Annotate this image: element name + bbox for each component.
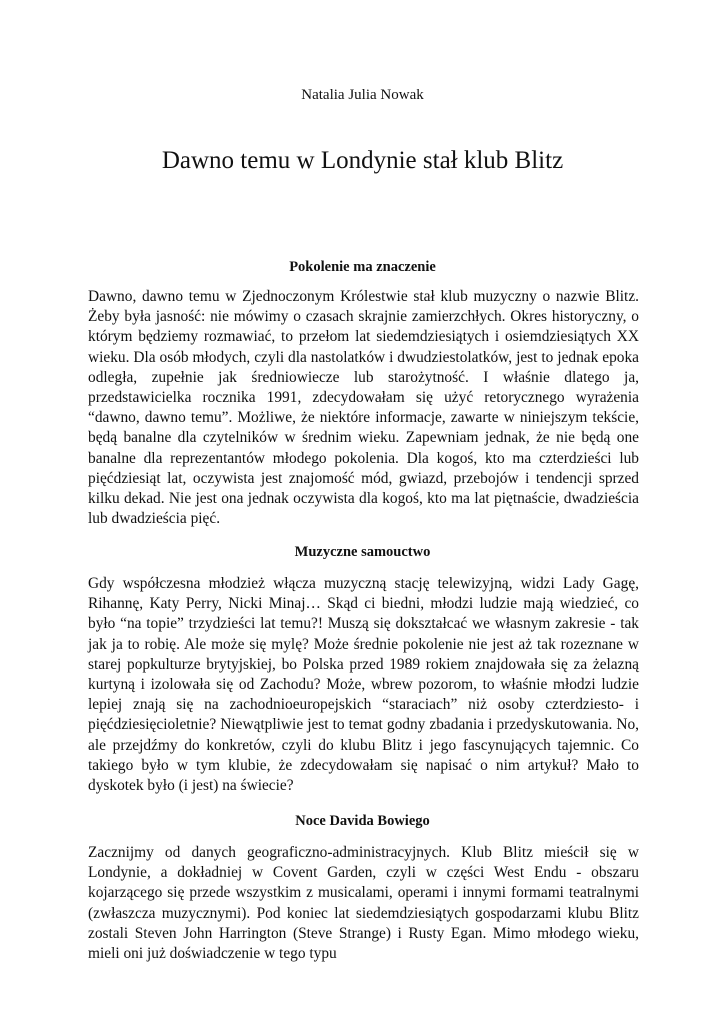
section-paragraph-noce: Zacznijmy od danych geograficzno-administracyjnych. Klub Blitz mieścił się w Londynie, a dokładniej w Covent Garden, czyli w części West Endu - obszaru kojarzącego się przede wszystkim z musicalami, operami i innymi formami teatralnymi (zwłaszcza muzycznymi). Pod koniec lat siedemdziesiątych gospodarzami klubu Blitz zostali Steven John Harrington (Steve Strange) i Rusty Egan. Mimo młodego wieku, mieli oni już doświadczenie w tego typu bbox=[88, 844, 639, 963]
author-name: Natalia Julia Nowak bbox=[301, 87, 424, 103]
document-title: Dawno temu w Londynie stał klub Blitz bbox=[161, 147, 564, 174]
section-heading-pokolenie: Pokolenie ma znaczenie bbox=[289, 259, 436, 275]
section-paragraph-samouctwo: Gdy współczesna młodzież włącza muzyczną stację telewizyjną, widzi Lady Gagę, Rihannę, Katy Perry, Nicki Minaj… Skąd ci biedni, młodzi ludzie mają wiedzieć, co było “na topie” trzydzieści lat temu?! Muszą się dokształcać we własnym zakresie - tak jak ja to robię. Ale może się mylę? Może średnie pokolenie nie jest aż tak rozeznane w starej popkulturze brytyjskiej, bo Polska przed 1989 rokiem znajdowała się za żelazną kurtyną i izolowała się od Zachodu? Może, wbrew pozorom, to właśnie młodzi ludzie lepiej znają się na zachodnioeuropejskich “staraciach” niż osoby czterdziesto- i pięćdziesięcioletnie? Niewątpliwie jest to temat godny zbadania i przedyskutowania. No, ale przejdźmy do konkretów, czyli do klubu Blitz i jego fascynujących tajemnic. Co takiego było w tym klubie, że zdecydowałam się napisać o nim artykuł? Mało to dyskotek było (i jest) na świecie? bbox=[88, 575, 639, 795]
section-heading-samouctwo: Muzyczne samouctwo bbox=[294, 544, 431, 560]
section-heading-noce: Noce Davida Bowiego bbox=[295, 813, 430, 829]
section-paragraph-pokolenie: Dawno, dawno temu w Zjednoczonym Królestwie stał klub muzyczny o nazwie Blitz. Żeby była jasność: nie mówimy o czasach skrajnie zamierzchłych. Okres historyczny, o którym będziemy rozmawiać, to przełom lat siedemdziesiątych i osiemdziesiątych XX wieku. Dla osób młodych, czyli dla nastolatków i dwudziestolatków, jest to jednak epoka odległa, zupełnie jak średniowiecze lub starożytność. I właśnie dlatego ja, przedstawicielka rocznika 1991, zdecydowałam się użyć retorycznego wyrażenia “dawno, dawno temu”. Możliwe, że niektóre informacje, zawarte w niniejszym tekście, będą banalne dla czytelników w średnim wieku. Zapewniam jednak, że nie będą one banalne dla reprezentantów młodego pokolenia. Dla kogoś, kto ma czterdzieści lub pięćdziesiąt lat, oczywista jest znajomość mód, gwiazd, przebojów i tendencji sprzed kilku dekad. Nie jest ona jednak oczywista dla kogoś, kto ma lat piętnaście, dwadzieścia lub dwadzieścia pięć. bbox=[88, 288, 639, 528]
